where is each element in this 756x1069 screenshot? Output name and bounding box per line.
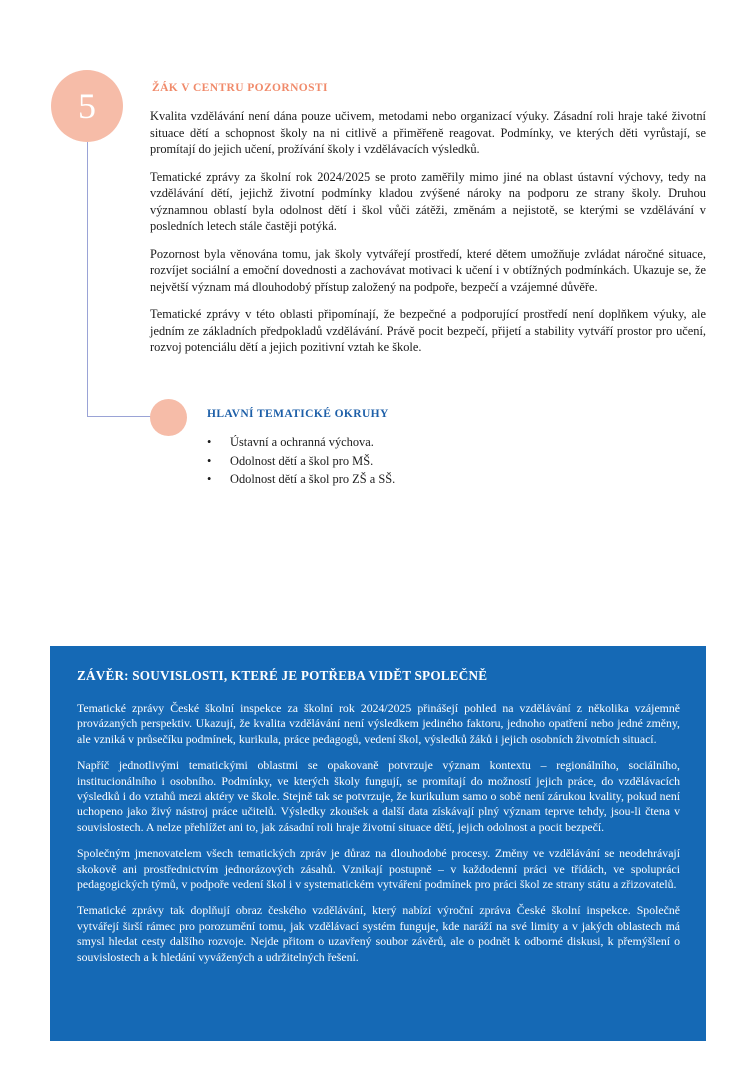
section-number: 5	[78, 86, 96, 126]
topic-item-label: Odolnost dětí a škol pro ZŠ a SŠ.	[230, 472, 396, 486]
section-paragraph: Tematické zprávy za školní rok 2024/2025 se proto zaměřily mimo jiné na oblast ústavní výchovy, tedy na vzdělávání dětí, jejichž životní podmínky kladou zvýšené nároky na podporu ze strany školy. Druhou významnou oblastí byla odolnost dětí i škol vůči zátěži, změnám a nejistotě, se kterými se vzdělávání v posledních letech stále častěji potýká.	[150, 169, 706, 233]
conclusion-paragraph: Společným jmenovatelem všech tematických zpráv je důraz na dlouhodobé procesy. Změny ve vzdělávání se neodehrávají skokově ani prostřednictvím jednorázových zásahů. Vznikají postupně – v každodenní práci ve třídách, ve spolupráci pedagogických týmů, v podpoře vedení škol i v systematickém vytváření podmínek pro práci škol ze strany státu a zřizovatelů.	[77, 846, 680, 892]
bullet-icon: •	[207, 472, 212, 486]
topic-item-label: Odolnost dětí a škol pro MŠ.	[230, 453, 374, 468]
section-body	[150, 108, 706, 367]
conclusion-paragraph: Tematické zprávy České školní inspekce za školní rok 2024/2025 přinášejí pohled na vzdělávání z několika vzájemně provázaných perspektiv. Ukazují, že kvalita vzdělávání není výsledkem jediného faktoru, jednoho opatření nebo jedné změny, ale vzniká v průsečíku podmínek, kurikula, práce pedagogů, vedení škol, výsledků žáků i jejich osobních životních situací.	[77, 701, 680, 746]
topic-item	[207, 470, 627, 489]
topics-marker-dot	[150, 399, 187, 436]
timeline-connector-vertical	[87, 142, 88, 417]
topics-list	[207, 433, 627, 489]
conclusion-paragraph: Tematické zprávy tak doplňují obraz českého vzdělávání, který nabízí výroční zpráva České školní inspekce. Společně vytvářejí širší rámec pro porozumění tomu, jak vzdělávací systém funguje, kde naráží na své limity a v jakých oblastech má smysl hledat cesty dalšího rozvoje. Nejde přitom o uzavřený soubor závěrů, ale o podnět k odborné diskusi, k přemýšlení o souvislostech a k hledání vyvážených a udržitelných řešení.	[77, 903, 680, 964]
topic-item-label: Ústavní a ochranná výchova.	[230, 435, 374, 449]
bullet-icon: •	[207, 453, 212, 468]
section-paragraph: Kvalita vzdělávání není dána pouze učivem, metodami nebo organizací výuky. Zásadní roli hraje také životní situace dětí a schopnost školy na ni citlivě a přiměřeně reagovat. Podmínky, ve kterých děti vyrůstají, se promítají do jejich učení, prožívání školy i vzdělávacích výsledků.	[150, 109, 706, 156]
bullet-icon: •	[207, 435, 212, 449]
conclusion-title: ZÁVĚR: SOUVISLOSTI, KTERÉ JE POTŘEBA VIDĚT SPOLEČNĚ	[77, 668, 488, 683]
section-paragraph: Tematické zprávy v této oblasti připomínají, že bezpečné a podporující prostředí není doplňkem výuky, ale jedním ze základních předpokladů vzdělávání. Právě pocit bezpečí, přijetí a stability vytváří prostor pro učení, rozvoj potenciálu dětí a jejich pozitivní vztah ke škole.	[150, 307, 706, 354]
topic-item	[207, 452, 627, 471]
section-number-badge	[51, 70, 123, 142]
section-title: ŽÁK V CENTRU POZORNOSTI	[152, 82, 328, 94]
conclusion-box	[50, 646, 706, 1041]
conclusion-paragraph: Napříč jednotlivými tematickými oblastmi se opakovaně potvrzuje význam kontextu – regionálního, sociálního, institucionálního i osobního. Podmínky, ve kterých školy fungují, se promítají do možností jejich práce, do vzdělávacích výsledků i do vztahů mezi aktéry ve škole. Stejně tak se potvrzuje, že kurikulum samo o sobě není zárukou kvality, pokud není uchopeno jako živý nástroj práce učitelů. Výsledky zkoušek a další data získávají plný význam teprve tehdy, jsou-li čtena v souvislostech. A nelze přehlížet ani to, jak zásadní roli hraje životní situace dětí, jejich odolnost a pocit bezpečí.	[77, 758, 680, 834]
timeline-connector-horizontal	[87, 416, 151, 417]
topics-title: HLAVNÍ TEMATICKÉ OKRUHY	[207, 408, 389, 420]
section-paragraph: Pozornost byla věnována tomu, jak školy vytvářejí prostředí, které dětem umožňuje zvládat náročné situace, rozvíjet sociální a emoční dovednosti a zachovávat motivaci k učení i v obtížných podmínkách. Ukazuje se, že největší význam má dlouhodobý přístup založený na podpoře, bezpečí a vzájemné důvěře.	[150, 246, 706, 294]
topic-item	[207, 433, 627, 452]
